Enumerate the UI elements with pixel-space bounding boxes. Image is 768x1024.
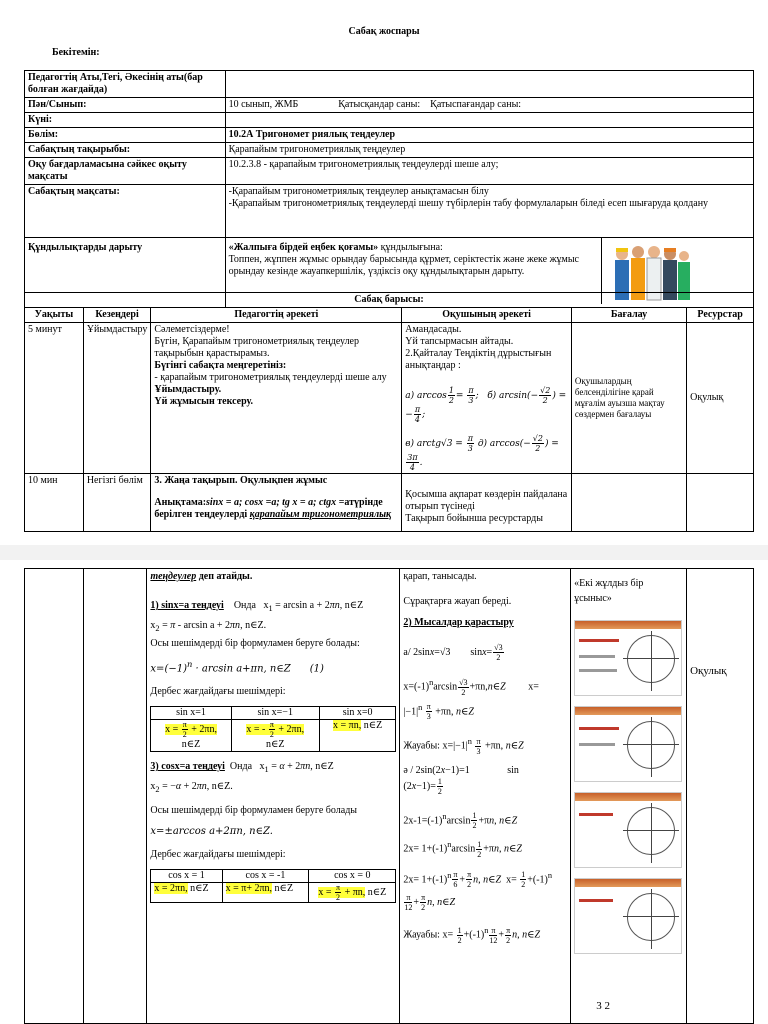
topic-value: Қарапайым тригонометриялық теңдеулер	[225, 143, 753, 158]
row2-stage: Негізгі бөлім	[83, 474, 151, 532]
info-table	[24, 70, 754, 308]
values-value: «Жалпыға бірдей еңбек қоғамы» құндылығына: Топпен, жұппен жұмыс орындау барысында құрмет, серіктестік және жеке жұмыс орындау кезінде жауапкершілік, үздіксіз оқу құндылықтарын дарыту.	[225, 238, 753, 308]
sin-special-table: sin x=1 sin x=−1 sin x=0 x = $\frac{\pi}{2}$ + 2πn, n∈Z x = - $\frac{\pi}{2}$ + 2πn, n∈Z x = πn, n∈Z	[150, 706, 396, 752]
slide-ctg-image	[574, 878, 682, 954]
cont-eval	[571, 569, 687, 1024]
col-teacher: Педагогтің әрекеті	[151, 308, 402, 323]
row1-time: 5 минут	[25, 323, 84, 474]
aims-label: Сабақтың мақсаты:	[25, 185, 226, 238]
cont-time	[25, 569, 84, 1024]
identity-c-d: в) arctg√3 = $\frac{\pi}{3}$ д) arccos(− $\frac{√2}{2}$ ) = $\frac{3\pi}{4}$ .	[405, 434, 559, 472]
row2-teacher: 3. Жаңа тақырып. Оқулықпен жұмыс Анықтама:sinx = a; cosx =a; tg x = a; ctgx =атүрінде берілген теңдеулерді қарапайым тригонометриялық	[151, 474, 402, 532]
approved-label: Бекітемін:	[52, 47, 100, 58]
progress-table	[24, 292, 754, 532]
slide-sin-image	[574, 620, 682, 696]
identity-a-b: a) arccos $\frac{1}{2}$ = $\frac{\pi}{3}$ ; б) arcsin(− $\frac{√2}{2}$ ) = − $\frac{\pi}{4}$ ;	[405, 386, 567, 424]
page-number: 3 2	[596, 1000, 610, 1012]
section-value: 10.2А Тригономет риялық теңдеулер	[225, 128, 753, 143]
progress-table-cont	[24, 568, 754, 1024]
row2-eval	[571, 474, 686, 532]
teacher-label: Педагогтің Аты,Тегі, Әкесінің аты(бар болған жағдайда)	[25, 71, 226, 98]
slide-cos-image	[574, 706, 682, 782]
col-stage: Кезеңдері	[83, 308, 151, 323]
subject-value: 10 сынып, ЖМБ Қатысқандар саны: Қатыспағандар саны:	[225, 98, 753, 113]
row1-teacher: Сәлеметсіздерме! Бүгін, Қарапайым тригонометриялық теңдеулер тақырыбын қарастырамыз. Бүгінгі сабақта меңгеретініз: - қарапайым тригонометриялық теңдеулерді шеше алу Ұйымдастыру. Үй жұмысын тексеру.	[151, 323, 402, 474]
row1-eval: Оқушылардың белсенділігіне қарай мұғалім ауызша мақтау сөздермен бағалауы	[571, 323, 686, 474]
section-label: Бөлім:	[25, 128, 226, 143]
col-student: Оқушының әрекеті	[402, 308, 572, 323]
cont-student: қарап, танысады. Сұрақтарға жауап береді. 2) Мысалдар қарастыру а/ 2sinx=√3 sinx= $\frac{√3}{2}$ $x=(-1)^n\arcsin$ $\frac{√3}{2}$ +πn,n∈Z x= $|-1|^n$ $\frac{\pi}{3}$ +πn, n∈Z Жауабы: $x=|-1|^n$ $\frac{\pi}{3}$ +πn, n∈Z ә / 2sin(2x−1)=1 sin (2x−1)= $\frac{1}{2}$ $2x-1=(-1)^n\arcsin$ $\frac{1}{2}$ +πn, n∈Z $2x= 1+(-1)^n\arcsin$ $\frac{1}{2}$ +πn, n∈Z $2x= 1+(-1)^n$ $\frac{\pi}{6}$ + $\frac{\pi}{2}$ n, n∈Z x= $\frac{1}{2}$ $+(-1)^n$ $\frac{\pi}{12}$ + $\frac{\pi}{2}$ n, n∈Z Жауабы: x= $\frac{1}{2}$ $+(-1)^n$ $\frac{\pi}{12}$ + $\frac{\pi}{2}$ n, n∈Z	[400, 569, 571, 1024]
progress-title: Сабақ барысы:	[25, 293, 754, 308]
teacher-value	[225, 71, 753, 98]
cont-stage	[83, 569, 147, 1024]
date-value	[225, 113, 753, 128]
cont-res: Оқулық	[687, 569, 754, 1024]
col-eval: Бағалау	[571, 308, 686, 323]
col-time: Уақыты	[25, 308, 84, 323]
date-label: Күні:	[25, 113, 226, 128]
goal-prog-label: Оқу бағдарламасына сәйкес оқыту мақсаты	[25, 158, 226, 185]
goal-prog-value: 10.2.3.8 - қарапайым тригонометриялық теңдеулерді шеше алу;	[225, 158, 753, 185]
row2-res	[687, 474, 754, 532]
row1-student: Амандасады. Үй тапсырмасын айтады. 2.Қайталау Теңдіктің дұрыстығын анықтаңдар : a) arccos $\frac{1}{2}$ = $\frac{\pi}{3}$ ; б) arcsin(− $\frac{√2}{2}$ ) = − $\frac{\pi}{4}$ ; в) arctg√3 = $\frac{\pi}{3}$ д) arccos(− $\frac{√2}{2}$ ) = $\frac{3\pi}{4}$ .	[402, 323, 572, 474]
row2-time: 10 мин	[25, 474, 84, 532]
values-label: Құндылықтарды дарыту	[25, 238, 226, 308]
slide-tg-image	[574, 792, 682, 868]
doc-title: Сабақ жоспары	[348, 26, 420, 37]
row1-res: Оқулық	[687, 323, 754, 474]
eval-title: «Екі жұлдыз бір ұсыныс»	[574, 578, 644, 604]
topic-label: Сабақтың тақырыбы:	[25, 143, 226, 158]
row1-stage: Ұйымдастыру	[83, 323, 151, 474]
row2-student: Қосымша ақпарат көздерін пайдалана отырып түсінеді Тақырып бойынша ресурстарды	[402, 474, 572, 532]
subject-label: Пән/Сынып:	[25, 98, 226, 113]
page-2	[0, 560, 768, 1024]
cont-teacher: теңдеулер деп атайды. 1) sinx=a теңдеуі Онда $x_1 = \arcsin a + 2\pi n$, n∈Z $x_2 = \pi - \arcsin a + 2\pi n$, n∈Z. Осы шешімдерді бір формуламен беруге болады: $x=(-1)^n \cdot \arcsin a+\pi n$, n∈Z (1) Дербес жағдайдағы шешімдері: sin x=1 sin x=−1 sin x=0 x = $\frac{\pi}{2}$ + 2πn, n∈Z x = - $\frac{\pi}{2}$ + 2πn, n∈Z x = πn, n∈Z 3) cosx=a теңдеуі Онда $x_1 = \alpha + 2\pi n$, n∈Z $x_2 = -\alpha + 2\pi n$, n∈Z. Осы шешімдерді бір формуламен беруге болады x=±arccos a+2πn, n∈Z. Дербес жағдайдағы шешімдері: cos x = 1 cos x = -1 cos x = 0 x = 2πn, n∈Z x = π+ 2πn, n∈Z x = $\frac{\pi}{2}$ + πn, n∈Z	[147, 569, 400, 1024]
cos-special-table: cos x = 1 cos x = -1 cos x = 0 x = 2πn, n∈Z x = π+ 2πn, n∈Z x = $\frac{\pi}{2}$ + πn, n∈Z	[150, 869, 396, 903]
aims-value: -Қарапайым тригонометриялық теңдеулер анықтамасын білу -Қарапайым тригонометриялық теңдеулерді шешу түбірлерін табу формулаларын біледі есеп шығаруда қолдану	[225, 185, 753, 238]
col-res: Ресурстар	[687, 308, 754, 323]
